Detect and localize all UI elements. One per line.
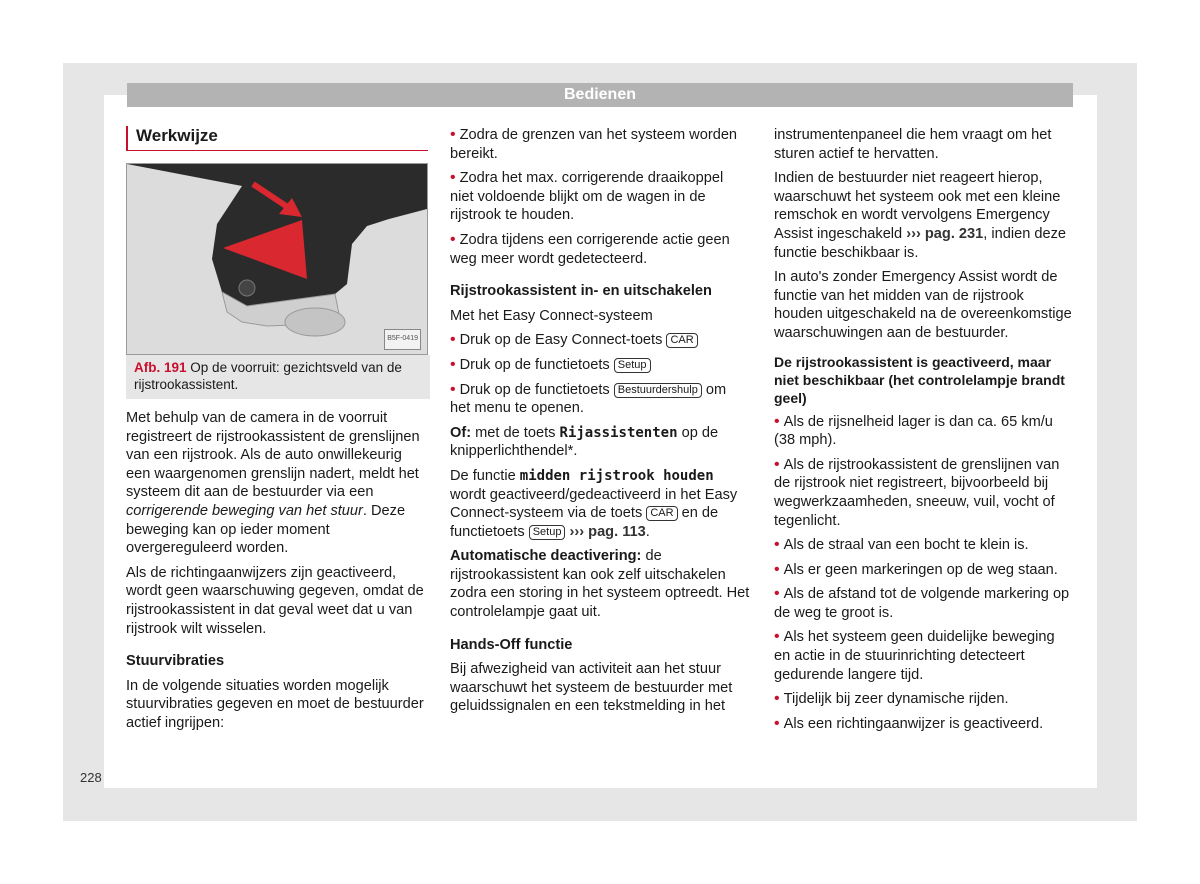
auto-text: de rijstrookassistent kan ook zelf uitschakelen zodra een storing in het systeem optreedt. Het controlelampje gaat uit. [450, 548, 750, 621]
func-text: en de functietoets [450, 505, 719, 540]
page-reference-link[interactable]: ››› pag. 113 [569, 523, 646, 540]
list-item: • Tijdelijk bij zeer dynamische rijden. [774, 690, 1072, 709]
step-text: Druk op de functietoets [459, 356, 610, 373]
paragraph-continue: instrumentenpaneel die hem vraagt om het sturen actief te hervatten. [774, 127, 1052, 162]
para-text: Met behulp van de camera in de voorruit registreert de rijstrookassistent de grenslijnen van een rijstrook. Als de auto onwillekeurig een waargenomen grenslijn nadert, meldt het systeem dit aan de bestuurder via een [126, 410, 420, 501]
auto-label: Automatische deactivering: [450, 548, 642, 565]
subheading-toggle: Rijstrookassistent in- en uitschakelen [450, 283, 712, 300]
or-label: Of: [450, 424, 472, 441]
list-item: • Als de straal van een bocht te klein is. [774, 536, 1072, 555]
step-text: Druk op de Easy Connect-toets [459, 332, 663, 349]
list-item [450, 356, 750, 375]
list-item: • Als een richtingaanwijzer is geactiveerd. [774, 715, 1072, 734]
car-key: CAR [666, 333, 697, 348]
list-item: • Zodra de grenzen van het systeem worden bereikt. [450, 126, 750, 163]
function-name: midden rijstrook houden [519, 467, 714, 484]
list-item: • Als het systeem geen duidelijke beweging en actie in de stuurinrichting detecteert gedurende langere tijd. [774, 628, 1072, 684]
subheading-vibrations: Stuurvibraties [126, 653, 225, 670]
or-text: op de knipperlichthendel*. [450, 424, 719, 460]
driver-assist-button-name: Rijassistenten [559, 424, 678, 441]
paragraph-no-emergency: In auto's zonder Emergency Assist wordt de functie van het midden van de rijstrook houden uitgeschakeld na de overeenkomstige waarschuwingen aan de bestuurder. [774, 269, 1072, 341]
list-item: • Als de rijsnelheid lager is dan ca. 65 km/u (38 mph). [774, 413, 1072, 450]
page-reference-link[interactable]: ››› pag. 231 [906, 225, 984, 242]
list-item: • Als er geen markeringen op de weg staan. [774, 561, 1072, 580]
para-text: , indien deze functie beschikbaar is. [774, 225, 1067, 261]
chapter-header: Bedienen [127, 83, 1073, 107]
paragraph-turn-signals: Als de richtingaanwijzers zijn geactiveerd, wordt geen waarschuwing gegeven, omdat de rijstrookassistent in dat geval weet dat u van rijstrook wilt wisselen. [126, 564, 424, 637]
page-number: 228 [80, 770, 102, 785]
list-item: • Als de rijstrookassistent de grenslijnen van de rijstrook niet registreert, bijvoorbeeld bij wegwerkzaamheden, sneeuw, vuil, vocht of tegenlicht. [774, 456, 1072, 530]
setup-key: Setup [529, 525, 566, 540]
car-key: CAR [646, 506, 677, 521]
paragraph-vibrations: In de volgende situaties worden mogelijk stuurvibraties gegeven en moet de bestuurder actief ingrijpen: [126, 677, 424, 731]
paragraph-camera [126, 409, 428, 558]
para-emphasis: corrigerende beweging van het stuur [126, 502, 363, 519]
or-text: met de toets [475, 424, 556, 441]
windshield-camera-figure [126, 163, 428, 355]
caption-label: Afb. 191 [134, 360, 187, 375]
column-middle [450, 126, 750, 722]
paragraph-hands-off: Bij afwezigheid van activiteit aan het stuur waarschuwt het systeem de bestuurder met geluidssignalen en een tekstmelding in het [450, 661, 733, 715]
func-text: wordt geactiveerd/gedeactiveerd in het Easy Connect-systeem via de toets [450, 486, 738, 522]
easy-connect-intro: Met het Easy Connect-systeem [450, 307, 653, 324]
figure-code: B5F-0419 [384, 329, 421, 350]
figure-caption [126, 355, 430, 399]
paragraph-function: De functie midden rijstrook houden wordt geactiveerd/gedeactiveerd in het Easy Connect-systeem via de toets CAR en de functietoets Setup ››› pag. 113. [450, 467, 738, 540]
para-text: Indien de bestuurder niet reageert hierop, waarschuwt het systeem ook met een kleine remschok en wordt vervolgens Emergency Assist ingeschakeld [774, 170, 1061, 242]
column-left [126, 126, 428, 739]
paragraph-emergency [774, 169, 1072, 262]
paragraph-or [450, 424, 750, 461]
step-text: om het menu te openen. [450, 381, 727, 417]
func-text: De functie [450, 467, 516, 484]
list-item [450, 331, 750, 350]
para-text: . Deze beweging kan op ieder moment overgereguleerd worden. [126, 502, 406, 557]
column-right [774, 126, 1072, 739]
section-title: Werkwijze [126, 126, 428, 151]
list-item: • Als de afstand tot de volgende markering op de weg te groot is. [774, 585, 1072, 622]
caption-text: Op de voorruit: gezichtsveld van de rijstrookassistent. [134, 360, 402, 392]
paragraph-auto-deactivation [450, 547, 750, 621]
driver-assist-key: Bestuurdershulp [614, 383, 702, 398]
step-text: Druk op de functietoets [459, 381, 610, 398]
list-item: • Zodra het max. corrigerende draaikoppel niet voldoende blijkt om de wagen in de rijstrook te houden. [450, 169, 750, 225]
setup-key: Setup [614, 358, 651, 373]
subheading-hands-off: Hands-Off functie [450, 636, 573, 653]
list-item: • Zodra tijdens een corrigerende actie geen weg meer wordt gedetecteerd. [450, 231, 750, 268]
camera-illustration [127, 164, 427, 354]
list-item [450, 381, 750, 418]
subheading-unavailable: De rijstrookassistent is geactiveerd, maar niet beschikbaar (het controlelampje brandt geel) [774, 353, 1065, 406]
